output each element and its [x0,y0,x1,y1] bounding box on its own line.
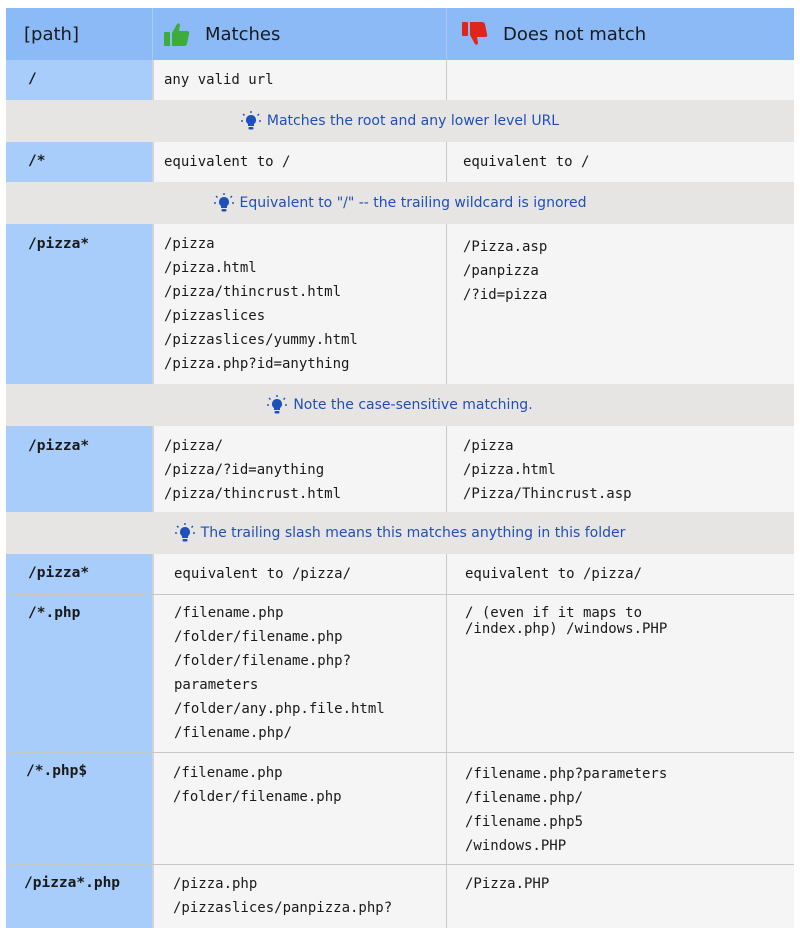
match-entry: /pizza/ [164,438,224,454]
match-entry: /pizzaslices [164,308,266,324]
no-match-entry: /Pizza/Thincrust.asp [463,486,632,502]
thumbs-down-icon [461,20,489,48]
no-match-entry: /index.php) /windows.PHP [465,621,668,637]
no-match-cell [446,224,794,384]
match-entry: /folder/any.php.file.html [174,701,385,717]
table-row [6,142,794,182]
note-text: The trailing slash means this matches anything in this folder [200,525,626,541]
note-text: Matches the root and any lower level URL [266,113,560,129]
no-match-entry: /windows.PHP [465,838,567,854]
table-row [6,224,794,384]
path-cell: /pizza* [6,224,152,384]
note-row [6,182,794,224]
path-cell: /*.php [6,595,152,752]
match-entry: /folder/filename.php? [174,653,352,669]
lightbulb-icon [175,523,195,543]
no-match-cell [446,865,794,928]
matches-cell [152,554,446,594]
note-text: Note the case-sensitive matching. [293,397,533,413]
match-entry: /pizza.php?id=anything [164,356,350,372]
no-match-entry: /?id=pizza [463,287,548,303]
match-entry: /folder/filename.php [173,789,342,805]
match-entry: /pizza/?id=anything [164,462,325,478]
path-cell: /*.php$ [6,753,152,864]
matches-cell [152,426,446,512]
match-entry: /pizza/thincrust.html [164,284,342,300]
lightbulb-icon [214,193,234,213]
lightbulb-icon [267,395,287,415]
no-match-cell [446,426,794,512]
match-entry: /filename.php [173,765,283,781]
thumbs-up-icon [163,20,191,48]
path-cell: /pizza*.php [6,865,152,928]
match-entry: /filename.php [174,605,284,621]
matches-cell [152,142,446,182]
matches-header-label: Matches [205,23,281,45]
no-match-entry: /filename.php?parameters [465,766,668,782]
table-row [6,864,794,928]
match-entry: equivalent to / [164,154,291,170]
lightbulb-icon [241,111,261,131]
no-match-cell [446,753,794,864]
matches-column-header [152,8,446,60]
match-entry: equivalent to /pizza/ [174,566,352,582]
table-row [6,594,794,752]
table-row [6,426,794,512]
table-row [6,554,794,594]
no-match-cell [446,554,794,594]
no-match-entry: /filename.php5 [465,814,584,830]
match-entry: /pizza [164,236,215,252]
matches-cell [152,753,446,864]
match-entry: /pizzaslices/yummy.html [164,332,358,348]
note-row [6,384,794,426]
no-match-cell [446,142,794,182]
path-cell: / [6,60,152,100]
match-entry: /filename.php/ [174,725,293,741]
note-text: Equivalent to "/" -- the trailing wildcard is ignored [239,195,587,211]
no-match-entry: equivalent to /pizza/ [465,566,643,582]
matches-cell [152,595,446,752]
table-row [6,60,794,100]
no-match-entry: /pizza [463,438,514,454]
matches-cell [152,60,446,100]
matches-cell [152,865,446,928]
robots-path-table [6,8,794,928]
path-column-header: [path] [6,8,152,60]
match-entry: /folder/filename.php [174,629,343,645]
no-match-column-header [446,8,794,60]
path-cell: /pizza* [6,426,152,512]
match-entry: /pizzaslices/panpizza.php? [173,900,393,916]
match-entry: /pizza.html [164,260,257,276]
no-match-entry: /filename.php/ [465,790,584,806]
match-entry: /pizza/thincrust.html [164,486,342,502]
match-entry: parameters [174,677,259,693]
match-entry: any valid url [164,72,274,88]
table-row [6,752,794,864]
match-entry: /pizza.php [173,876,258,892]
note-row [6,100,794,142]
path-cell: /* [6,142,152,182]
table-header [6,8,794,60]
no-match-entry: / (even if it maps to [465,605,643,621]
no-match-header-label: Does not match [503,23,647,45]
no-match-entry: /Pizza.PHP [465,876,550,892]
matches-cell [152,224,446,384]
path-cell: /pizza* [6,554,152,594]
no-match-entry: /pizza.html [463,462,556,478]
no-match-entry: /panpizza [463,263,539,279]
no-match-entry: /Pizza.asp [463,239,548,255]
no-match-cell [446,595,794,752]
no-match-cell [446,60,794,100]
note-row [6,512,794,554]
no-match-entry: equivalent to / [463,154,590,170]
